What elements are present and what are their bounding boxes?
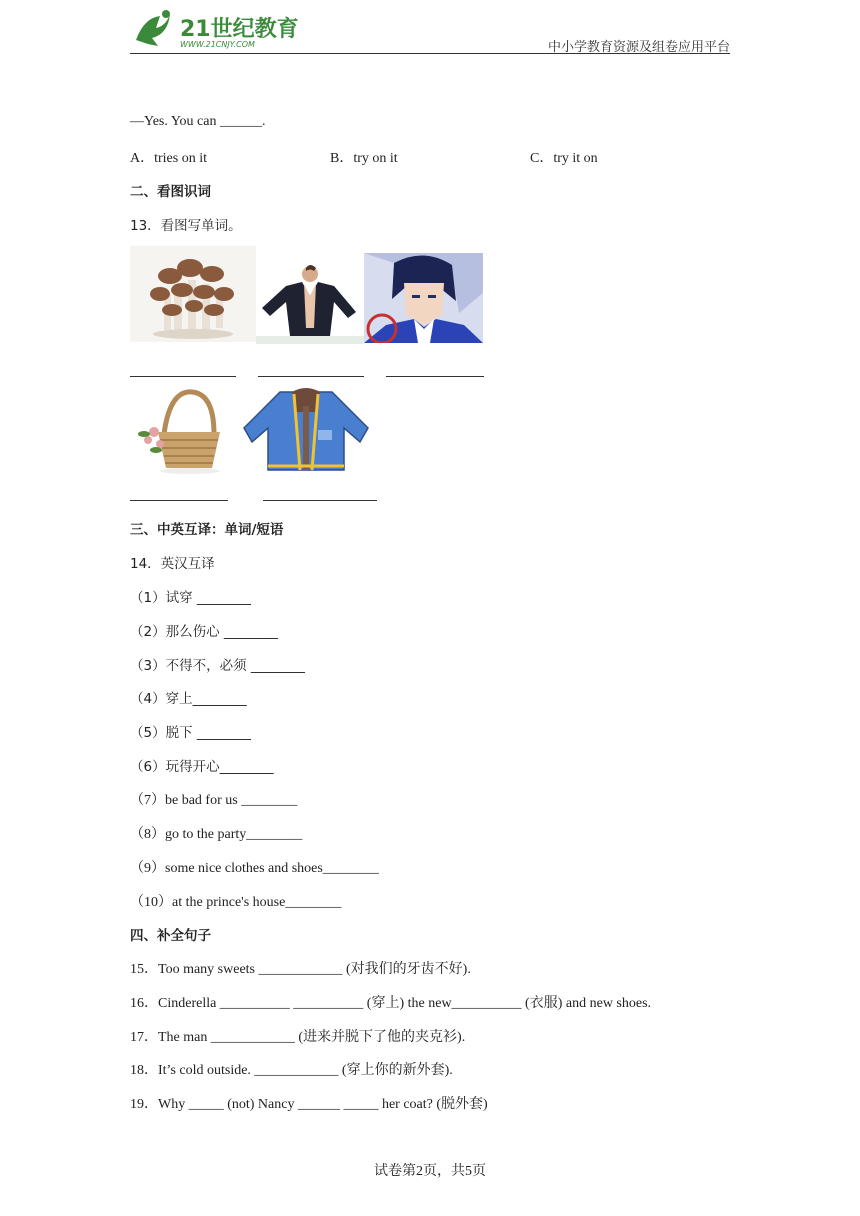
- blue-jacket-picture: [240, 386, 372, 476]
- q15-sentence: 15．Too many sweets ____________ (对我们的牙齿不好).: [130, 962, 471, 977]
- man-taking-off-jacket-picture: [256, 262, 364, 344]
- q14-item-4: （4）穿上________: [130, 691, 247, 707]
- q14-item-10: （10）at the prince's house________: [130, 895, 342, 910]
- answer-blank-5[interactable]: [263, 500, 377, 501]
- logo-url: WWW.21CNJY.COM: [180, 40, 255, 49]
- q12-answer-line: —Yes. You can ______.: [130, 114, 266, 129]
- logo-text: 21世纪教育: [180, 17, 299, 42]
- page-footer: 试卷第2页，共5页: [374, 1164, 486, 1179]
- q14-item-1: （1）试穿 ________: [130, 590, 251, 606]
- section-4-title: 四、补全句子: [130, 928, 211, 944]
- q14-item-3: （3）不得不，必须 ________: [130, 658, 305, 674]
- anime-tennis-boy-picture: [364, 253, 483, 343]
- basket-picture: [130, 388, 234, 476]
- q12-option-a: A．tries on it: [130, 151, 207, 166]
- answer-blank-1[interactable]: [130, 376, 236, 377]
- q19-sentence: 19．Why _____ (not) Nancy ______ _____ her coat? (脱外套): [130, 1097, 488, 1112]
- section-2-title: 二、看图识词: [130, 184, 211, 200]
- q14-prompt: 14．英汉互译: [130, 556, 215, 572]
- q13-prompt: 13．看图写单词。: [130, 218, 242, 234]
- q14-item-7: （7）be bad for us ________: [130, 793, 298, 808]
- q17-sentence: 17．The man ____________ (进来并脱下了他的夹克衫).: [130, 1030, 466, 1045]
- q14-item-9: （9）some nice clothes and shoes________: [130, 861, 379, 876]
- q14-item-8: （8）go to the party________: [130, 827, 303, 842]
- answer-blank-2[interactable]: [258, 376, 364, 377]
- site-logo: [130, 8, 310, 50]
- mushroom-picture: [130, 246, 256, 342]
- answer-blank-3[interactable]: [386, 376, 484, 377]
- platform-name: 中小学教育资源及组卷应用平台: [547, 40, 730, 55]
- q12-option-b: B．try on it: [330, 151, 398, 166]
- section-3-title: 三、中英互译：单词/短语: [130, 522, 284, 538]
- header-divider: [130, 53, 730, 54]
- q14-item-5: （5）脱下 ________: [130, 725, 251, 741]
- q14-item-6: （6）玩得开心________: [130, 759, 274, 775]
- q16-sentence: 16．Cinderella __________ __________ (穿上) the new__________ (衣服) and new shoes.: [130, 996, 652, 1011]
- q18-sentence: 18．It’s cold outside. ____________ (穿上你的新外套).: [130, 1063, 453, 1078]
- q12-option-c: C．try it on: [530, 151, 598, 166]
- answer-blank-4[interactable]: [130, 500, 228, 501]
- q14-item-2: （2）那么伤心 ________: [130, 624, 278, 640]
